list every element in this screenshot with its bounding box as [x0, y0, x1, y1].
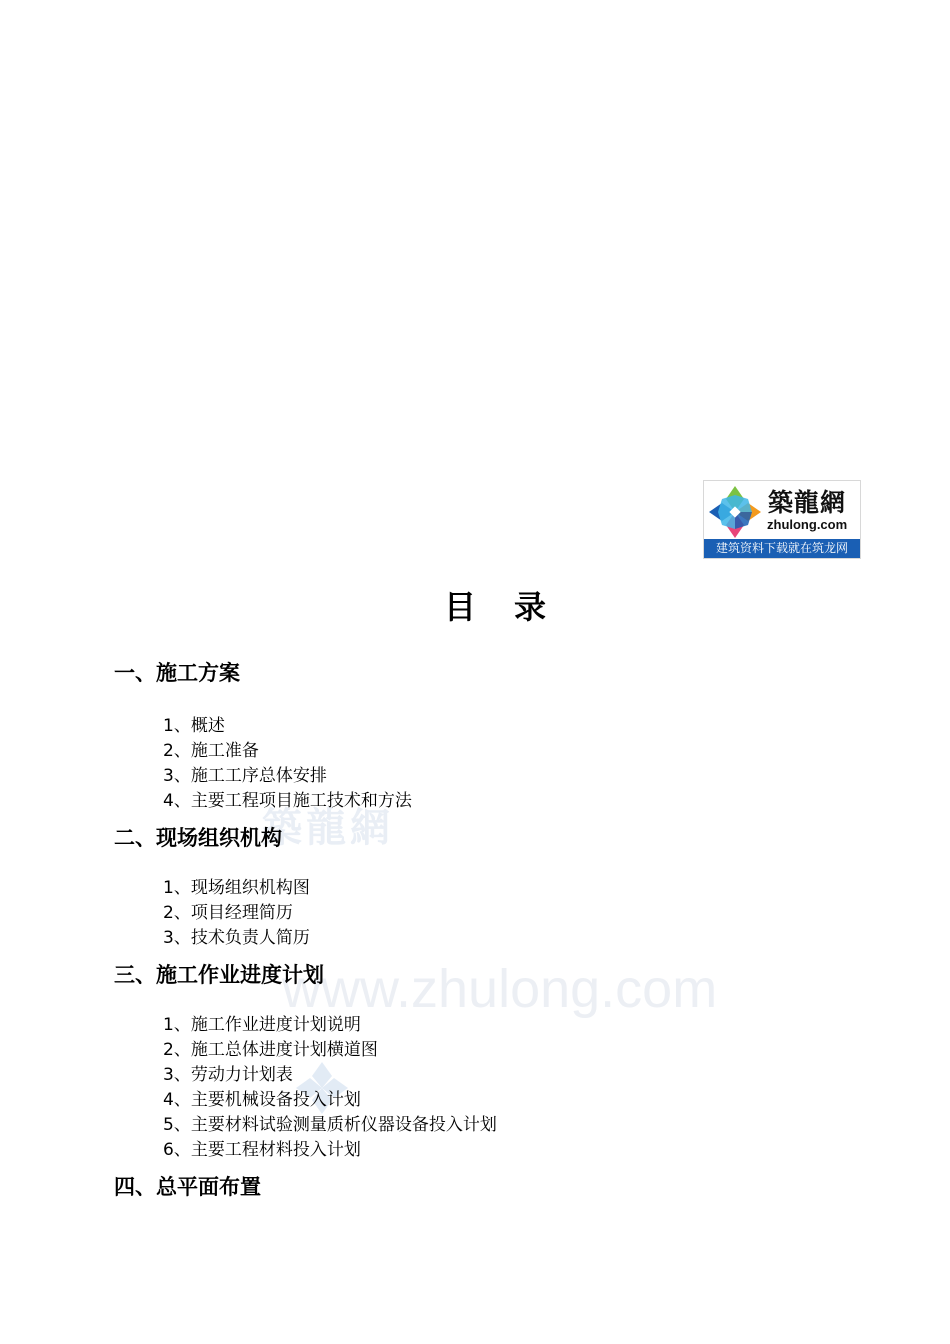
- toc-item: 4、主要机械设备投入计划: [163, 1090, 361, 1110]
- logo-domain: zhulong.com: [767, 517, 848, 532]
- toc-item: 1、施工作业进度计划说明: [163, 1015, 361, 1035]
- logo-chinese-name: 築龍網: [768, 488, 847, 517]
- toc-section-heading: 二、现场组织机构: [114, 826, 282, 850]
- page-title-char-1: 目: [443, 588, 476, 626]
- toc-item: 5、主要材料试验测量质析仪器设备投入计划: [163, 1115, 497, 1135]
- toc-item: 6、主要工程材料投入计划: [163, 1140, 361, 1160]
- watermark-cn-text: 築龍網: [262, 806, 394, 850]
- toc-item: 4、主要工程项目施工技术和方法: [163, 791, 412, 811]
- toc-item: 2、施工准备: [163, 741, 259, 761]
- toc-section-heading: 一、施工方案: [114, 661, 240, 685]
- toc-item: 1、现场组织机构图: [163, 878, 310, 898]
- logo-slogan: 建筑资料下载就在筑龙网: [704, 539, 860, 558]
- toc-item: 1、概述: [163, 716, 225, 736]
- toc-item: 3、劳动力计划表: [163, 1065, 293, 1085]
- toc-item: 3、施工工序总体安排: [163, 766, 327, 786]
- page-title: [0, 582, 950, 628]
- toc-section-heading: 四、总平面布置: [114, 1175, 261, 1199]
- toc-item: 2、施工总体进度计划横道图: [163, 1040, 378, 1060]
- toc-section-heading: 三、施工作业进度计划: [114, 963, 324, 987]
- toc-item: 3、技术负责人简历: [163, 928, 310, 948]
- toc-item: 2、项目经理简历: [163, 903, 293, 923]
- watermark-url-text: www.zhulong.com: [282, 959, 718, 1019]
- zhulong-logo: [703, 480, 861, 559]
- page-title-char-2: 录: [514, 588, 547, 626]
- zhulong-pinwheel-icon: [706, 483, 764, 541]
